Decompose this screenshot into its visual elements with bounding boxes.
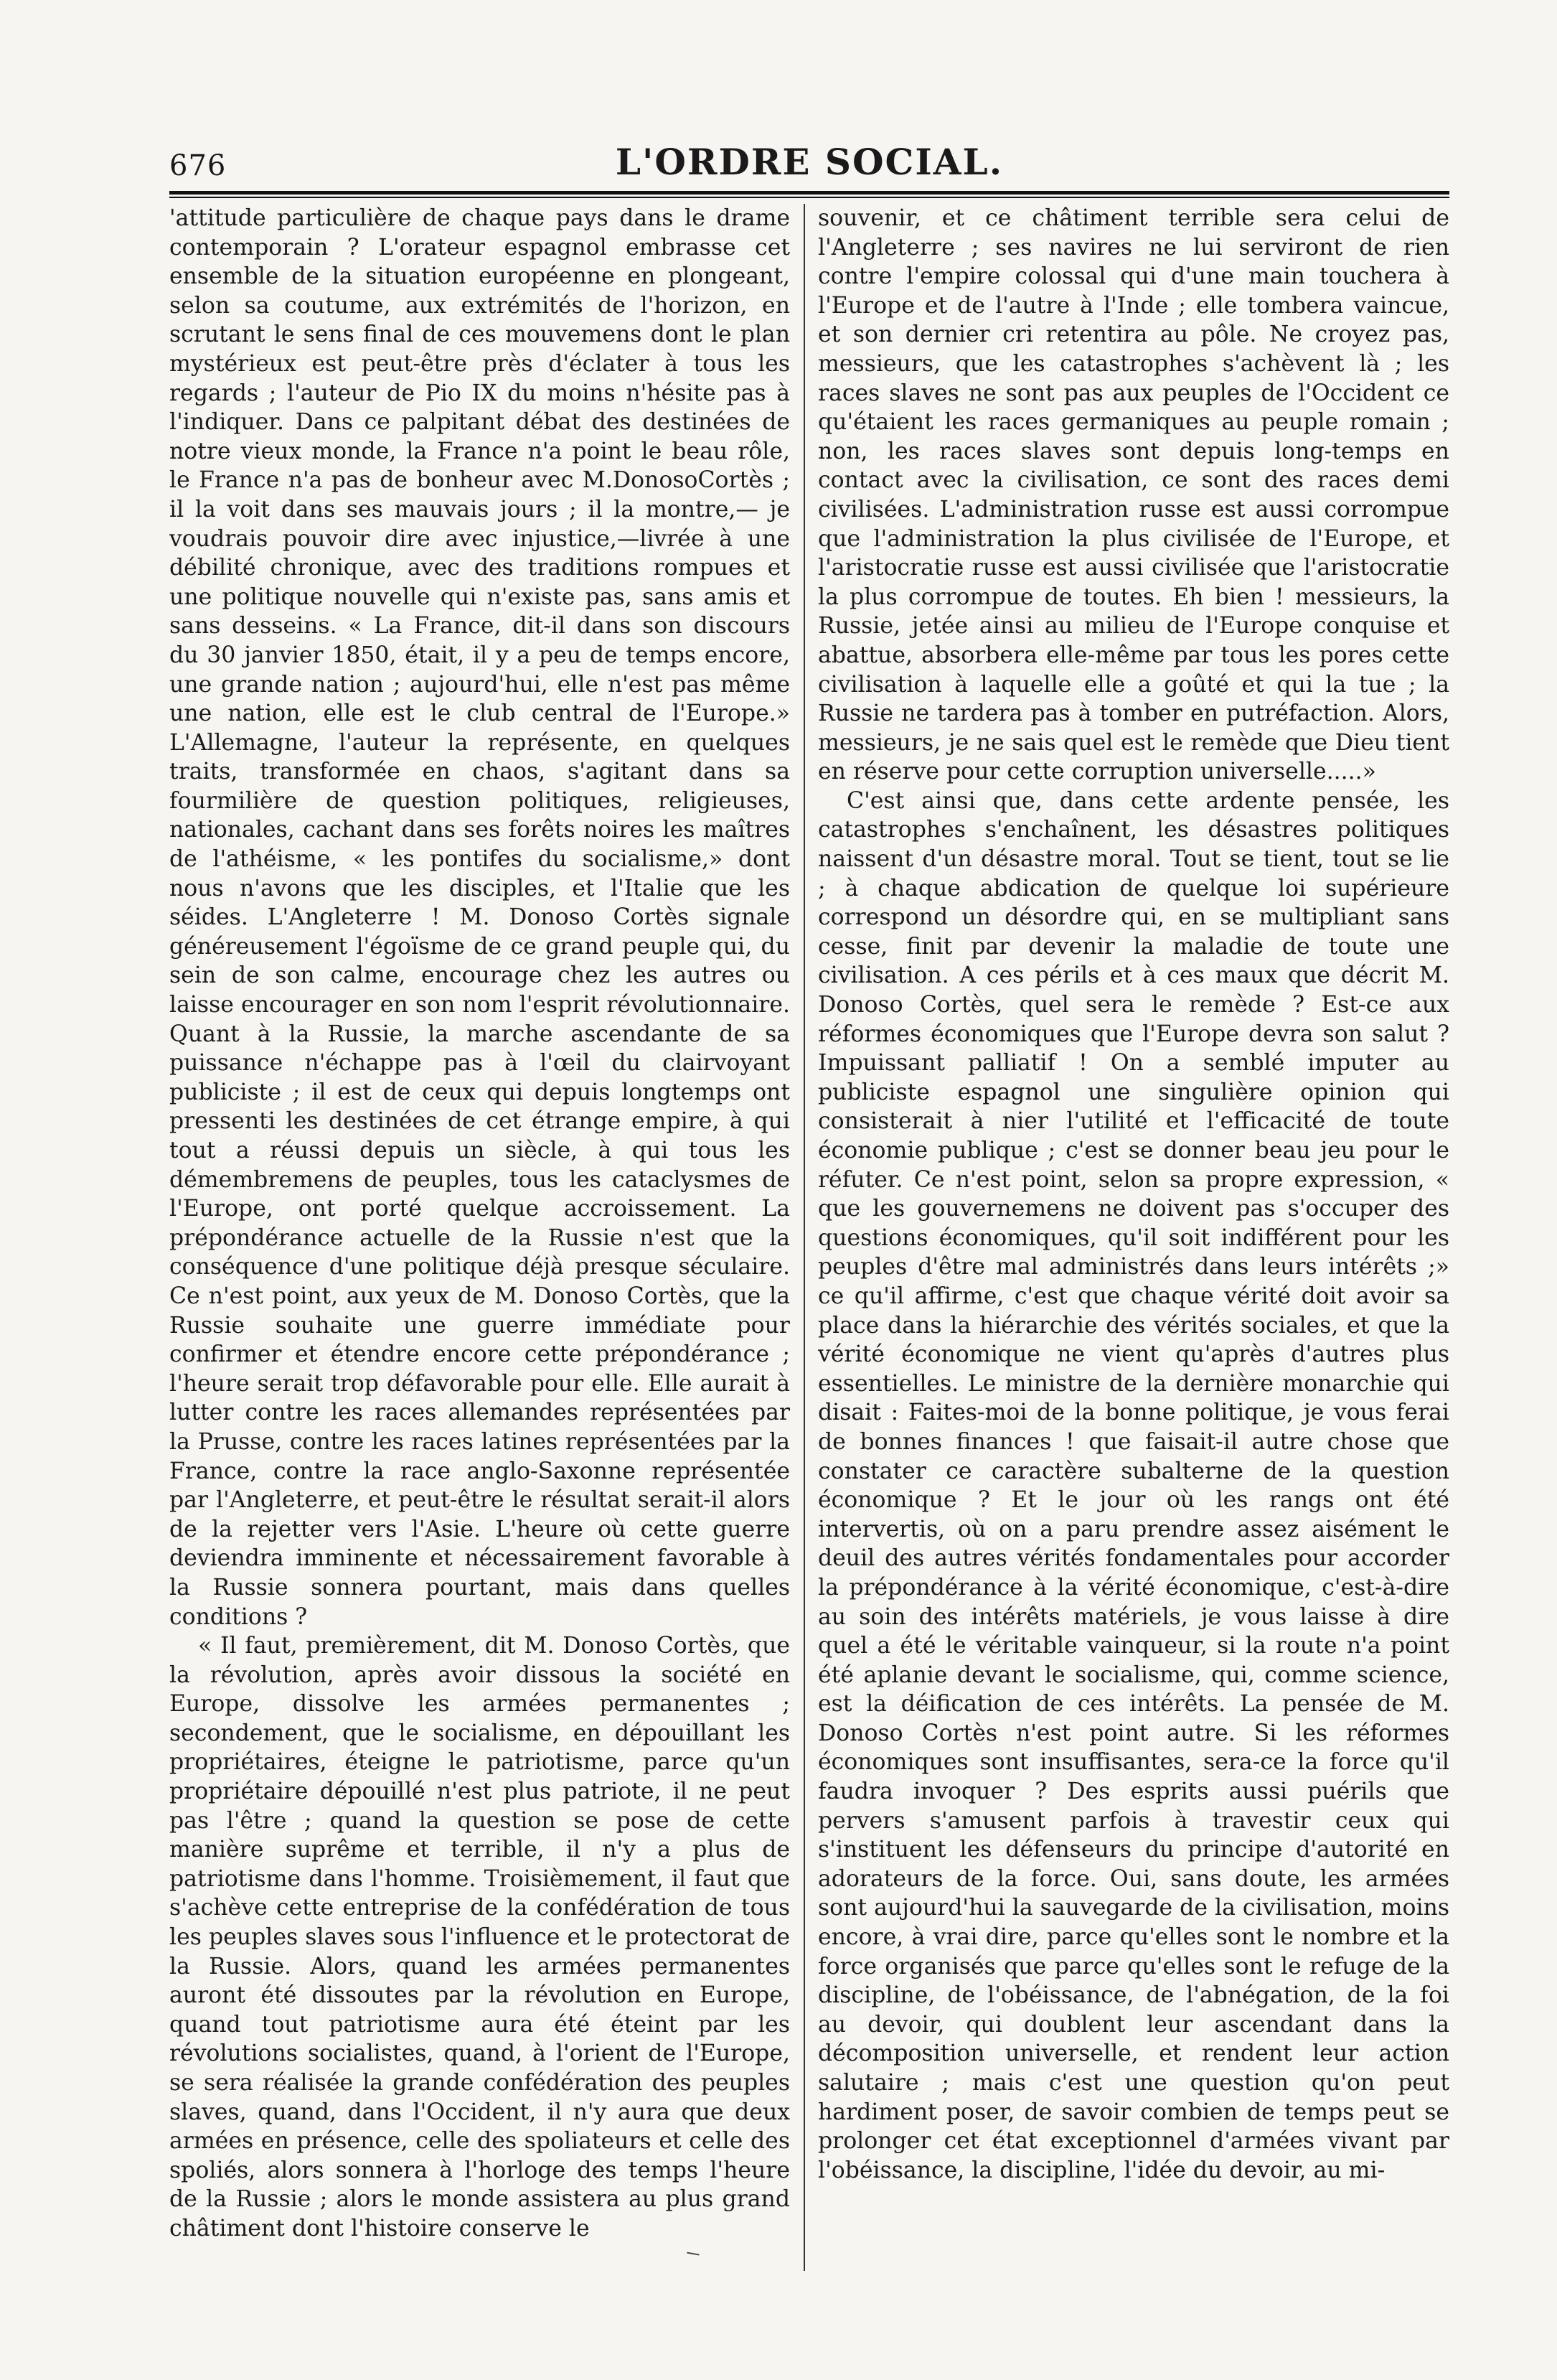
page-number: 676 — [169, 149, 227, 182]
page-header — [169, 141, 1449, 191]
left-paragraph-2: « Il faut, premièrement, dit M. Donoso Cortès, que la révolution, après avoir dissous la société en Europe, dissolve les armées permanentes ; secondement, que le socialisme, en dépouillant les propriétaires, éteigne le patriotisme, parce qu'un propriétaire dépouillé n'est plus patriote, il ne peut pas l'être ; quand la question se pose de cette manière suprême et terrible, il n'y a plus de patriotisme dans l'homme. Troisièmement, il faut que s'achève cette entreprise de la confédération de tous les peuples slaves sous l'influence et le protectorat de la Russie. Alors, quand les armées permanentes auront été dissoutes par la révolution en Europe, quand tout patriotisme aura été éteint par les révolutions socialistes, quand, à l'orient de l'Europe, se sera réalisée la grande confédération des peuples slaves, quand, dans l'Occident, il n'y aura que deux armées en présence, celle des spoliateurs et celle des spoliés, alors sonnera à l'horloge des temps l'heure de la Russie ; alors le monde assistera au plus grand châtiment dont l'histoire conserve le — [169, 1633, 790, 2241]
right-paragraph-2: C'est ainsi que, dans cette ardente pensée, les catastrophes s'enchaînent, les désastres politiques naissent d'un désastre moral. Tout se tient, tout se lie ; à chaque abdication de quelque loi supérieure correspond un désordre qui, en se multipliant sans cesse, finit par devenir la maladie de toute une civilisation. A ces périls et à ces maux que décrit M. Donoso Cortès, quel sera le remède ? Est-ce aux réformes économiques que l'Europe devra son salut ? Impuissant palliatif ! On a semblé imputer au publiciste espagnol une singulière opinion qui consisterait à nier l'utilité et l'efficacité de toute économie publique ; c'est se donner beau jeu pour le réfuter. Ce n'est point, selon sa propre expression, « que les gouvernemens ne doivent pas s'occuper des questions économiques, qu'il soit indifférent pour les peuples d'être mal administrés dans leurs intérêts ;» ce qu'il affirme, c'est que chaque vérité doit avoir sa place dans la hiérarchie des vérités sociales, et que la vérité économique ne vient qu'après d'autres plus essentielles. Le ministre de la dernière monarchie qui disait : Faites-moi de la bonne politique, je vous ferai de bonnes finances ! que faisait-il autre chose que constater ce caractère subalterne de la question économique ? Et le jour où les rangs ont été intervertis, où on a paru prendre assez aisément le deuil des autres vérités fondamentales pour accorder la prépondérance à la vérité économique, c'est-à-dire au soin des intérêts matériels, je vous laisse à dire quel a été le véritable vainqueur, si la route n'a point été aplanie devant le socialisme, qui, comme science, est la déification de ces intérêts. La pensée de M. Donoso Cortès n'est point autre. Si les réformes économiques sont insuffisantes, sera-ce la force qu'il faudra invoquer ? Des esprits aussi puérils que pervers s'amusent parfois à travestir ceux qui s'instituent les défenseurs du principe d'autorité en adorateurs de la force. Oui, sans doute, les armées sont aujourd'hui la sauvegarde de la civilisation, moins encore, à vrai dire, parce qu'elles sont le nombre et la force organisés que parce qu'elles sont le refuge de la discipline, de l'obéissance, de l'abnégation, de la foi au devoir, qui doublent leur ascendant dans la décomposition universelle, et rendent leur action salutaire ; mais c'est une question qu'on peut hardiment poser, de savoir combien de temps peut se prolonger cet état exceptionnel d'armées vivant par l'obéissance, la discipline, l'idée du devoir, au mi- — [818, 787, 1449, 2183]
left-paragraph-1: 'attitude particulière de chaque pays dans le drame contemporain ? L'orateur espagnol embrasse cet ensemble de la situation européenne en plongeant, selon sa coutume, aux extrémités de l'horizon, en scrutant le sens final de ces mouvemens dont le plan mystérieux est peut-être près d'éclater à tous les regards ; l'auteur de Pio IX du moins n'hésite pas à l'indiquer. Dans ce palpitant débat des destinées de notre vieux monde, la France n'a point le beau rôle, le France n'a pas de bonheur avec M.DonosoCortès ; il la voit dans ses mauvais jours ; il la montre,— je voudrais pouvoir dire avec injustice,—livrée à une débilité chronique, avec des traditions rompues et une politique nouvelle qui n'existe pas, sans amis et sans desseins. « La France, dit-il dans son discours du 30 janvier 1850, était, il y a peu de temps encore, une grande nation ; aujourd'hui, elle n'est pas même une nation, elle est le club central de l'Europe.» L'Allemagne, l'auteur la représente, en quelques traits, transformée en chaos, s'agitant dans sa fourmilière de question politiques, religieuses, nationales, cachant dans ses forêts noires les maîtres de l'athéisme, « les pontifes du socialisme,» dont nous n'avons que les disciples, et l'Italie que les séides. L'Angleterre ! M. Donoso Cortès signale généreusement l'égoïsme de ce grand peuple qui, du sein de son calme, encourage chez les autres ou laisse encourager en son nom l'esprit révolutionnaire. Quant à la Russie, la marche ascendante de sa puissance n'échappe pas à l'œil du clairvoyant publiciste ; il est de ceux qui depuis longtemps ont pressenti les destinées de cet étrange empire, à qui tout a réussi depuis un siècle, à qui tous les démembremens de peuples, tous les cataclysmes de l'Europe, ont porté quelque accroissement. La prépondérance actuelle de la Russie n'est que la conséquence d'une politique déjà presque séculaire. Ce n'est point, aux yeux de M. Donoso Cortès, que la Russie souhaite une guerre immédiate pour confirmer et étendre encore cette prépondérance ; l'heure serait trop défavorable pour elle. Elle aurait à lutter contre les races allemandes représentées par la Prusse, contre les races latines représentées par la France, contre la race anglo-Saxonne représentée par l'Angleterre, et peut-être le résultat serait-il alors de la rejetter vers l'Asie. L'heure où cette guerre deviendra imminente et nécessairement favorable à la Russie sonnera pourtant, mais dans quelles conditions ? — [169, 205, 790, 1630]
ink-mark: ⸌ — [682, 2242, 710, 2274]
header-rule-thin — [169, 197, 1449, 198]
right-paragraph-1: souvenir, et ce châtiment terrible sera celui de l'Angleterre ; ses navires ne lui serviront de rien contre l'empire colossal qui d'une main touchera à l'Europe et de l'autre à l'Inde ; elle tombera vaincue, et son dernier cri retentira au pôle. Ne croyez pas, messieurs, que les catastrophes s'achèvent là ; les races slaves ne sont pas aux peuples de l'Occident ce qu'étaient les races germaniques au peuple romain ; non, les races slaves sont depuis long-temps en contact avec la civilisation, ce sont des races demi civilisées. L'administration russe est aussi corrompue que l'administration la plus civilisée de l'Europe, et l'aristocratie russe est aussi civilisée que l'aristocratie la plus corrompue de toutes. Eh bien ! messieurs, la Russie, jetée ainsi au milieu de l'Europe conquise et abattue, absorbera elle-même par tous les pores cette civilisation à laquelle elle a goûté et qui la tue ; la Russie ne tardera pas à tomber en putréfaction. Alors, messieurs, je ne sais quel est le remède que Dieu tient en réserve pour cette corruption universelle.....» — [818, 205, 1449, 785]
right-column — [818, 204, 1449, 2328]
running-title: L'ORDRE SOCIAL. — [615, 141, 1004, 183]
header-rule-thick — [169, 191, 1449, 195]
left-column — [169, 204, 790, 2328]
column-divider — [804, 204, 805, 2271]
